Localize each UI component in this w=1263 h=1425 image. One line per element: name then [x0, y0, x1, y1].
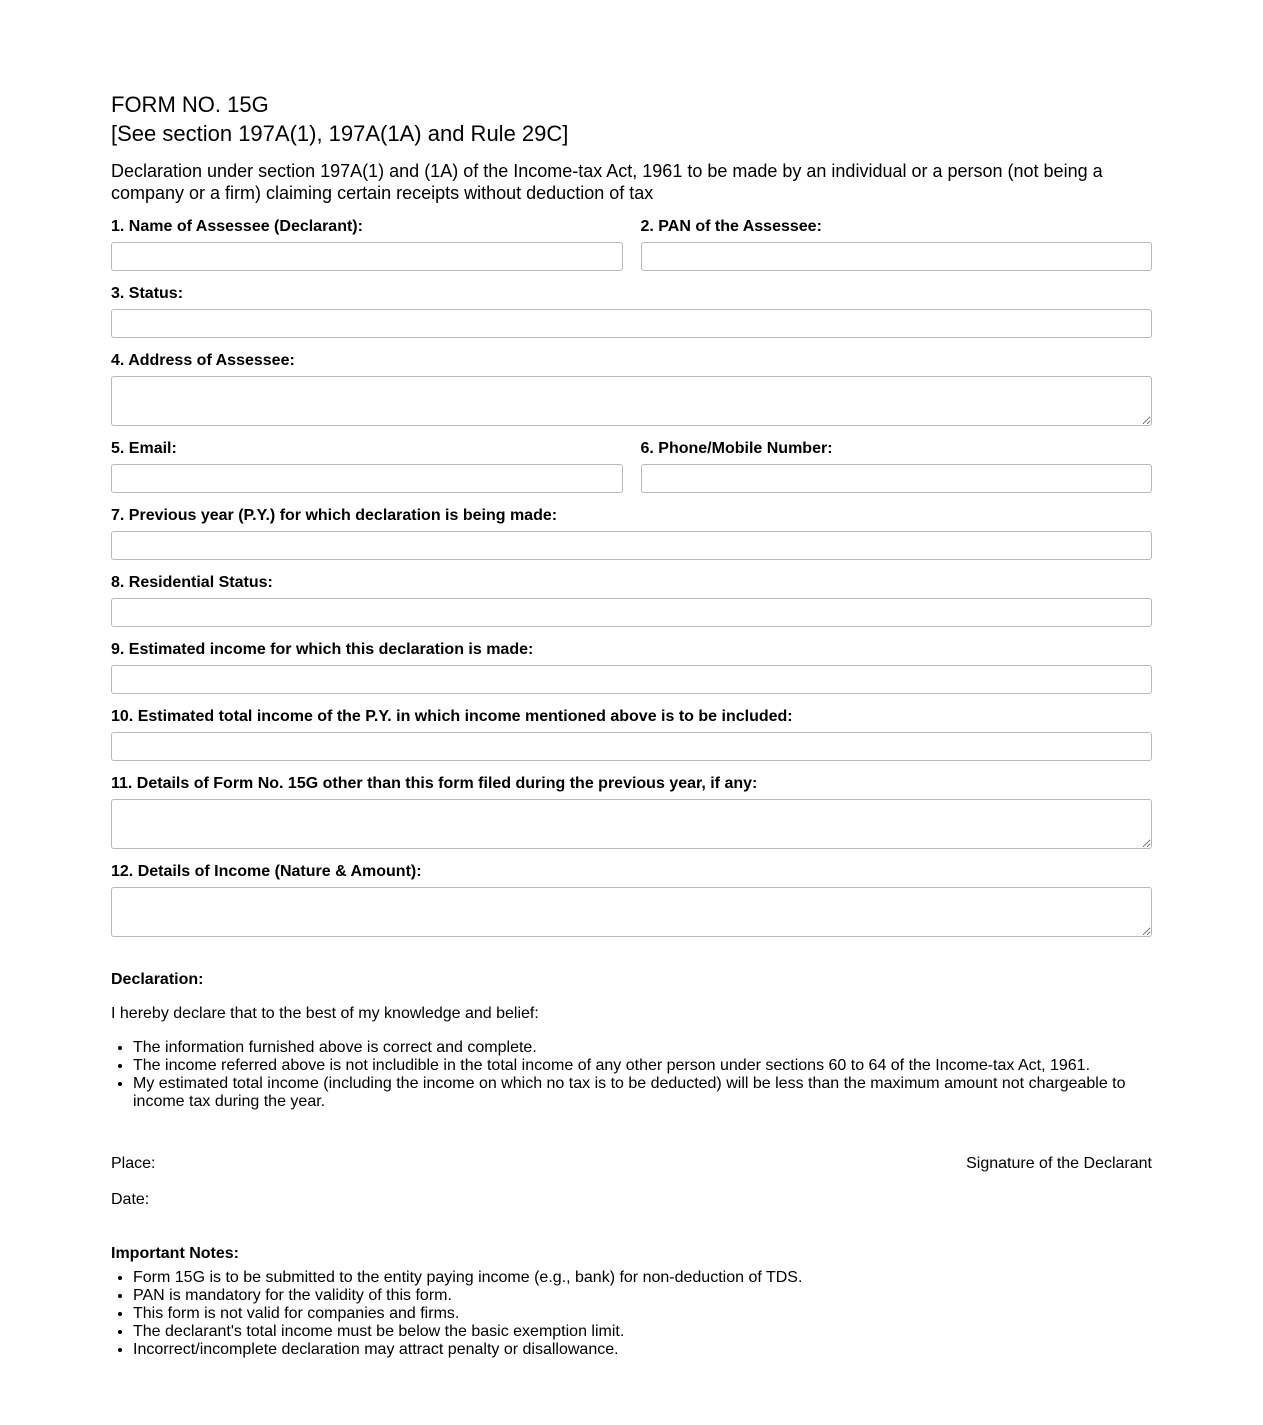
previous-year-input[interactable]	[111, 531, 1152, 560]
declaration-item: • My estimated total income (including the income on which no tax is to be deducted) will be less than the maximum amount not chargeable to income tax during the year.	[133, 1075, 1152, 1111]
row-name-pan	[111, 218, 1152, 271]
place-label: Place:	[111, 1155, 156, 1172]
residential-status-input[interactable]	[111, 598, 1152, 627]
name-label: 1. Name of Assessee (Declarant):	[111, 218, 363, 235]
name-input[interactable]	[111, 242, 623, 271]
field-previous-year	[111, 507, 1152, 560]
declaration-item: • The information furnished above is correct and complete.	[133, 1039, 1152, 1057]
field-email	[111, 440, 623, 493]
place-signature-row	[111, 1155, 1152, 1173]
email-label: 5. Email:	[111, 440, 177, 457]
field-estimated-total-income	[111, 708, 1152, 761]
declaration-item: • The income referred above is not includible in the total income of any other person under sections 60 to 64 of the Income-tax Act, 1961.	[133, 1057, 1152, 1075]
form-page	[111, 90, 1152, 1358]
signature-label: Signature of the Declarant	[966, 1155, 1152, 1172]
declaration-list	[111, 1039, 1152, 1111]
estimated-total-income-input[interactable]	[111, 732, 1152, 761]
previous-year-label: 7. Previous year (P.Y.) for which declaration is being made:	[111, 507, 558, 524]
form-intro: Declaration under section 197A(1) and (1A) of the Income-tax Act, 1961 to be made by an individual or a person (not being a company or a firm) claiming certain receipts without deduction of tax	[111, 161, 1103, 203]
estimated-income-input[interactable]	[111, 665, 1152, 694]
income-details-label: 12. Details of Income (Nature & Amount):	[111, 863, 422, 880]
pan-input[interactable]	[641, 242, 1153, 271]
other-forms-textarea[interactable]	[111, 799, 1152, 849]
field-address	[111, 352, 1152, 426]
field-status	[111, 285, 1152, 338]
field-other-forms	[111, 775, 1152, 849]
form-title-line2: [See section 197A(1), 197A(1A) and Rule 29C]	[111, 121, 569, 146]
field-income-details	[111, 863, 1152, 937]
estimated-income-label: 9. Estimated income for which this declaration is made:	[111, 641, 534, 658]
note-item: • The declarant's total income must be below the basic exemption limit.	[133, 1323, 1152, 1341]
address-textarea[interactable]	[111, 376, 1152, 426]
estimated-total-income-label: 10. Estimated total income of the P.Y. in which income mentioned above is to be included:	[111, 708, 793, 725]
note-item: • Incorrect/incomplete declaration may attract penalty or disallowance.	[133, 1341, 1152, 1359]
note-item: • Form 15G is to be submitted to the entity paying income (e.g., bank) for non-deduction of TDS.	[133, 1269, 1152, 1287]
status-label: 3. Status:	[111, 285, 184, 302]
form-title	[111, 90, 1152, 148]
field-residential-status	[111, 574, 1152, 627]
other-forms-label: 11. Details of Form No. 15G other than this form filed during the previous year, if any:	[111, 775, 758, 792]
pan-label: 2. PAN of the Assessee:	[640, 218, 822, 235]
residential-status-label: 8. Residential Status:	[111, 574, 273, 591]
declaration-heading: Declaration:	[111, 971, 204, 988]
field-phone	[641, 440, 1153, 493]
note-item: • PAN is mandatory for the validity of this form.	[133, 1287, 1152, 1305]
status-input[interactable]	[111, 309, 1152, 338]
field-estimated-income	[111, 641, 1152, 694]
phone-label: 6. Phone/Mobile Number:	[640, 440, 833, 457]
address-label: 4. Address of Assessee:	[111, 352, 295, 369]
income-details-textarea[interactable]	[111, 887, 1152, 937]
email-input[interactable]	[111, 464, 623, 493]
row-email-phone	[111, 440, 1152, 493]
field-name	[111, 218, 623, 271]
date-label: Date:	[111, 1191, 150, 1208]
form-title-line1: FORM NO. 15G	[111, 92, 269, 117]
phone-input[interactable]	[641, 464, 1153, 493]
notes-heading: Important Notes:	[111, 1245, 239, 1262]
declaration-intro: I hereby declare that to the best of my knowledge and belief:	[111, 1005, 539, 1022]
notes-list	[111, 1269, 1152, 1359]
field-pan	[641, 218, 1153, 271]
note-item: • This form is not valid for companies and firms.	[133, 1305, 1152, 1323]
